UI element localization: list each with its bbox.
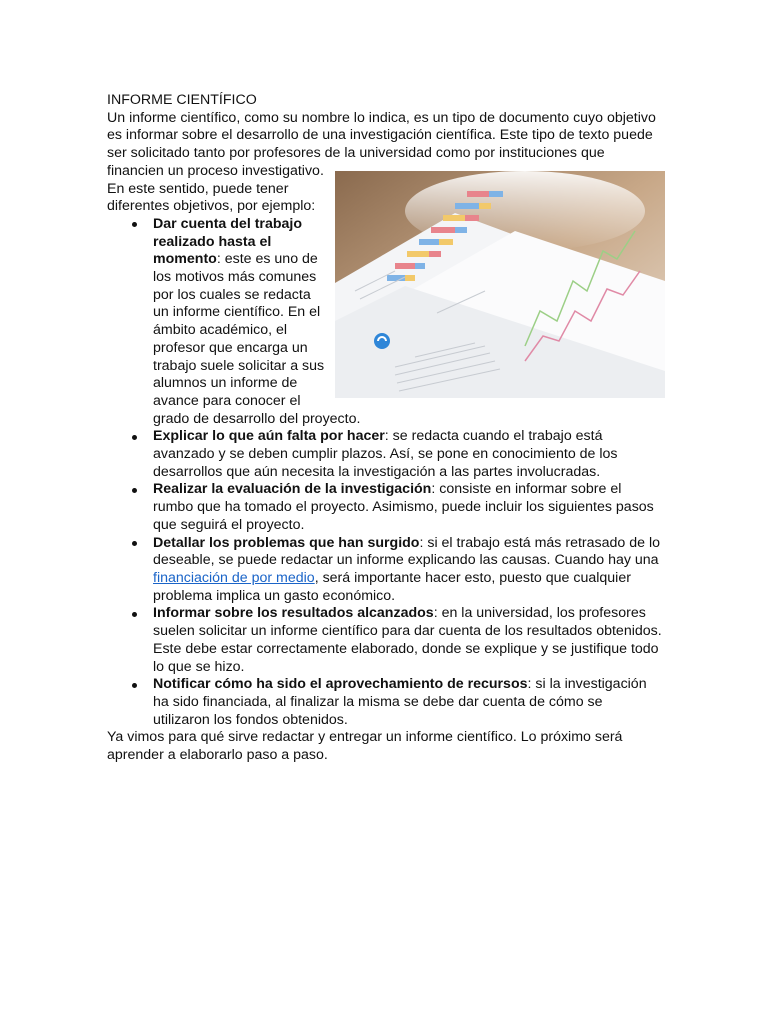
list-item [153,605,662,676]
item-text: : se redacta cuando el trabajo está avanzado y se deben cumplir plazos. Así, se pone en conocimiento de los desarrollos que aún necesita la investigación a las partes involucradas. [153,428,618,480]
closing-paragraph: Ya vimos para qué sirve redactar y entregar un informe científico. Lo próximo será aprender a elaborarlo paso a paso. [107,729,623,764]
objectives-list [107,216,662,729]
list-item [153,216,662,428]
financing-link[interactable]: financiación de por medio [153,569,315,586]
item-lead: Explicar lo que aún falta por hacer [153,428,385,445]
item-text: : si la investigación ha sido financiada, al finalizar la misma se debe dar cuenta de cómo se utilizaron los fondos obtenidos. [153,676,647,728]
list-item [153,676,662,729]
intro-paragraph [107,110,662,181]
item-lead: Informar sobre los resultados alcanzados [153,605,434,622]
item-text: : consiste en informar sobre el rumbo que ha tomado el proyecto. Asimismo, puede incluir los siguientes pasos que seguirá el proyecto. [153,481,654,533]
item-lead: Realizar la evaluación de la investigación [153,481,432,498]
intro-text-1: Un informe científico, como su nombre lo indica, es un tipo de documento cuyo objetivo es informar sobre el desarrollo de una investigación científica. Este tipo de texto puede ser solicitado tanto por profesores de la universidad como por instituciones que financien un proceso investigativo. [107,109,656,179]
document-title: INFORME CIENTÍFICO [107,92,257,108]
item-lead: Detallar los problemas que han surgido [153,534,420,551]
item-lead: Dar cuenta del trabajo realizado hasta el momento [153,215,303,268]
document [107,92,662,765]
item-text: : si el trabajo está más retrasado de lo deseable, se puede redactar un informe explicando las causas. Cuando hay una [153,534,660,569]
list-item [153,481,662,534]
list-item [153,535,662,606]
item-text: : este es uno de los motivos más comunes por los cuales se redacta un informe científico. En el ámbito académico, el profesor que encarga un trabajo suele solicitar a sus alumnos un informe de avance para conocer el grado de desarrollo del proyecto. [153,251,361,427]
item-text: : en la universidad, los profesores suelen solicitar un informe científico para dar cuenta de los resultados obtenidos. Este debe estar correctamente elaborado, donde se explique y se justifique todo lo que se hizo. [153,605,662,675]
item-text: , será importante hacer esto, puesto que cualquier problema implica un gasto económico. [153,569,631,604]
list-item [153,428,662,481]
intro-paragraph-2: En este sentido, puede tener diferentes objetivos, por ejemplo: [107,180,316,215]
item-lead: Notificar cómo ha sido el aprovechamiento de recursos [153,676,528,693]
